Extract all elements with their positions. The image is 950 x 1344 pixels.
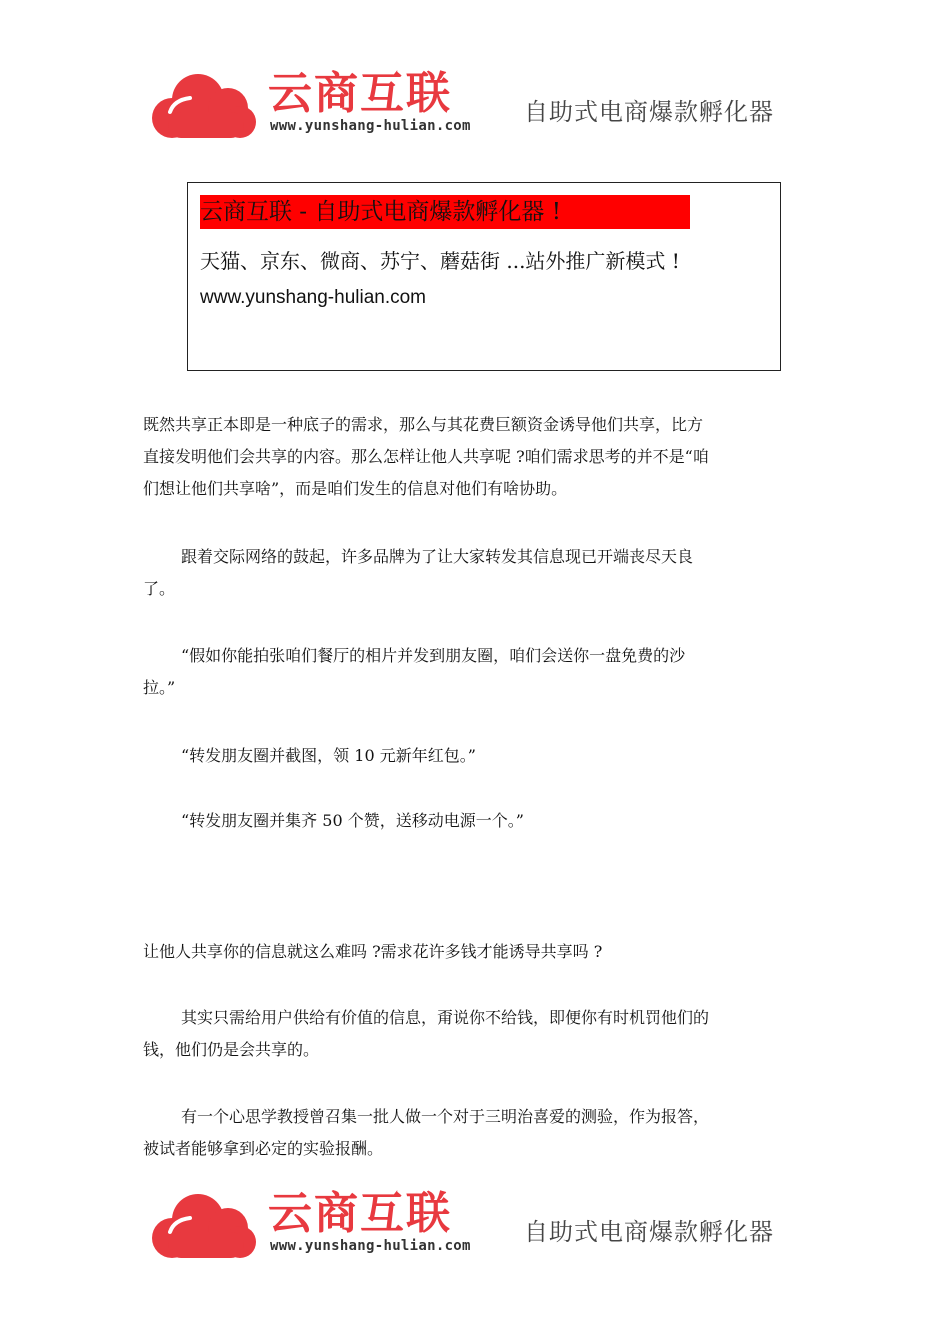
paragraph-line: “假如你能拍张咱们餐厅的相片并发到朋友圈，咱们会送你一盘免费的沙 [181, 646, 686, 665]
paragraph-line: “转发朋友圈并截图，领 10 元新年红包。” [181, 746, 476, 765]
paragraph-line: 让他人共享你的信息就这么难吗 ?需求花许多钱才能诱导共享吗 ? [143, 942, 603, 961]
paragraph [143, 541, 823, 605]
brand-name: 云商互联 [268, 1188, 452, 1239]
paragraph [143, 409, 823, 505]
paragraph-line: 们想让他们共享啥”，而是咱们发生的信息对他们有啥协助。 [143, 479, 568, 498]
brand-tagline: 自助式电商爆款孵化器 [524, 98, 774, 126]
paragraph-line: “转发朋友圈并集齐 50 个赞，送移动电源一个。” [181, 811, 524, 830]
promo-url[interactable]: www.yunshang-hulian.com [200, 287, 427, 308]
paragraph-line: 其实只需给用户供给有价值的信息，甭说你不给钱，即便你有时机罚他们的 [181, 1008, 710, 1027]
cloud-logo-icon [146, 72, 258, 140]
paragraph-line: 有一个心思学教授曾召集一批人做一个对于三明治喜爱的测验，作为报答， [181, 1107, 710, 1126]
promo-platforms-line: 天猫、京东、微商、苏宁、蘑菇街 ...站外推广新模式 ! [200, 249, 680, 273]
paragraph [143, 805, 823, 837]
promo-box [187, 182, 781, 371]
brand-url: www.yunshang-hulian.com [270, 1238, 471, 1254]
paragraph [143, 1002, 823, 1066]
promo-title: 云商互联 - 自助式电商爆款孵化器 ! [200, 199, 561, 225]
footer-logo [146, 1188, 806, 1272]
paragraph-line: 跟着交际网络的鼓起，许多品牌为了让大家转发其信息现已开端丧尽天良 [181, 547, 694, 566]
paragraph [143, 1101, 823, 1165]
paragraph [143, 640, 823, 704]
cloud-logo-icon [146, 1192, 258, 1260]
paragraph-line: 拉。” [143, 678, 176, 697]
paragraph [143, 936, 823, 968]
paragraph [143, 740, 823, 772]
brand-name: 云商互联 [268, 68, 452, 119]
paragraph-line: 直接发明他们会共享的内容。那么怎样让他人共享呢 ?咱们需求思考的并不是“咱 [143, 447, 709, 466]
paragraph-line: 钱，他们仍是会共享的。 [143, 1040, 320, 1059]
brand-url: www.yunshang-hulian.com [270, 118, 471, 134]
paragraph-line: 了。 [143, 579, 176, 598]
brand-tagline: 自助式电商爆款孵化器 [524, 1218, 774, 1246]
paragraph-line: 被试者能够拿到必定的实验报酬。 [143, 1139, 384, 1158]
paragraph-line: 既然共享正本即是一种底子的需求，那么与其花费巨额资金诱导他们共享，比方 [143, 415, 704, 434]
header-logo [146, 68, 806, 152]
